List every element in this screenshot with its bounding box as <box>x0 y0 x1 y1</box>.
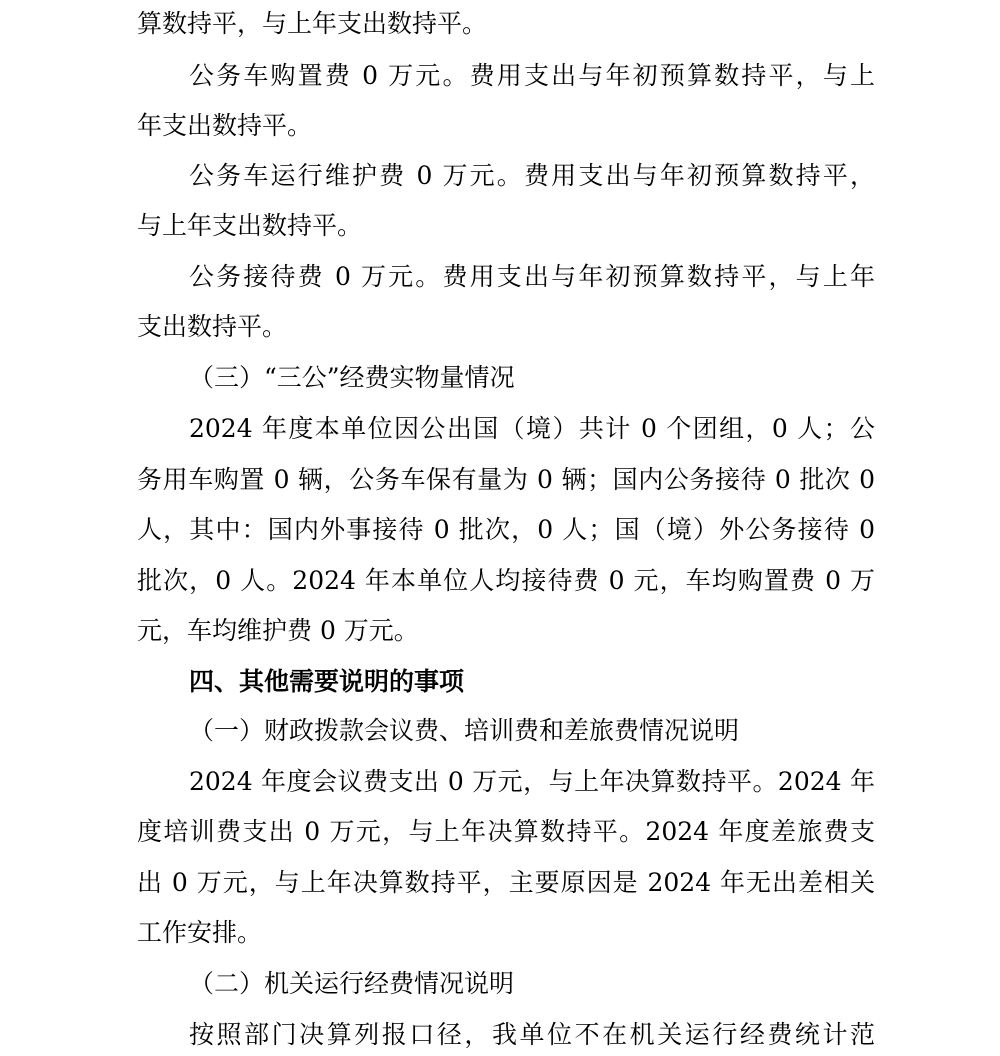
subsection-heading: （三）“三公”经费实物量情况 <box>189 363 515 392</box>
subsection-heading: （二）机关运行经费情况说明 <box>189 969 515 998</box>
text-line: 出 0 万元，与上年决算数持平，主要原因是 2024 年无出差相关 <box>137 868 875 897</box>
text-line: 年支出数持平。 <box>137 111 313 140</box>
text-line: 与上年支出数持平。 <box>137 211 363 240</box>
text-line: 批次，0 人。2024 年本单位人均接待费 0 元，车均购置费 0 万 <box>137 566 875 595</box>
text-line: 务用车购置 0 辆，公务车保有量为 0 辆；国内公务接待 0 批次 0 <box>137 465 875 494</box>
text-line: 按照部门决算列报口径，我单位不在机关运行经费统计范 <box>189 1020 875 1049</box>
subsection-heading: （一）财政拨款会议费、培训费和差旅费情况说明 <box>189 716 740 745</box>
text-line: 支出数持平。 <box>137 312 288 341</box>
text-line: 公务车购置费 0 万元。费用支出与年初预算数持平，与上 <box>189 61 875 90</box>
text-line: 公务车运行维护费 0 万元。费用支出与年初预算数持平， <box>189 161 875 190</box>
text-line: 2024 年度会议费支出 0 万元，与上年决算数持平。2024 年 <box>189 767 875 796</box>
text-line: 人，其中：国内外事接待 0 批次，0 人；国（境）外公务接待 0 <box>137 515 875 544</box>
text-line: 元，车均维护费 0 万元。 <box>137 616 419 645</box>
text-line: 工作安排。 <box>137 918 263 947</box>
text-line: 度培训费支出 0 万元，与上年决算数持平。2024 年度差旅费支 <box>137 817 875 846</box>
text-line: 2024 年度本单位因公出国（境）共计 0 个团组，0 人；公 <box>189 414 875 443</box>
text-line: 公务接待费 0 万元。费用支出与年初预算数持平，与上年 <box>189 262 875 291</box>
text-line: 算数持平，与上年支出数持平。 <box>137 9 488 38</box>
section-heading: 四、其他需要说明的事项 <box>189 667 465 696</box>
